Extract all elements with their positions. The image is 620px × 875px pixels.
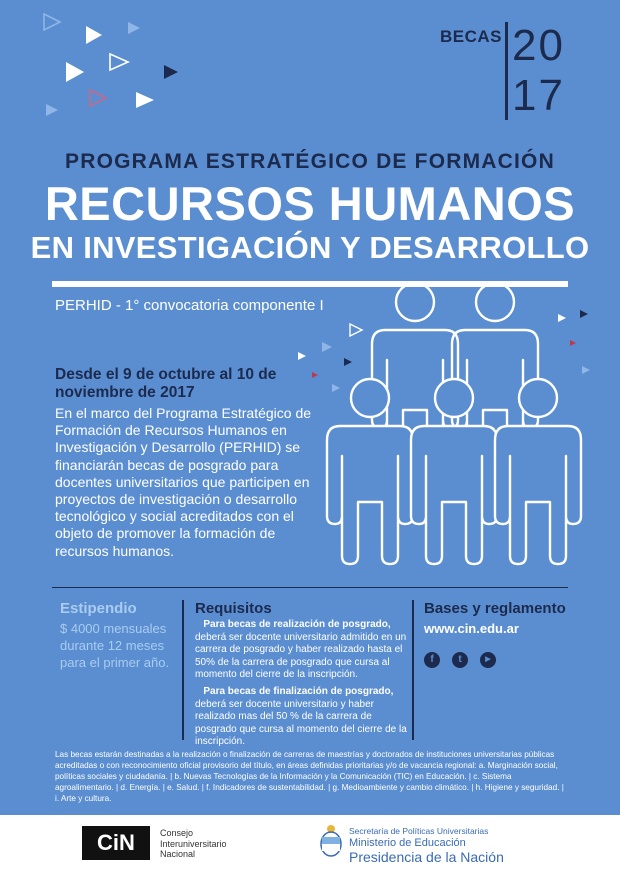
twitter-icon[interactable]: t	[452, 652, 468, 668]
requisitos-title: Requisitos	[195, 600, 272, 617]
requisitos-p1-head: Para becas de realización de posgrado,	[203, 619, 391, 630]
year-bottom: 17	[512, 71, 565, 120]
presidencia-name: Presidencia de la Nación	[349, 849, 504, 865]
requisitos-text	[195, 619, 407, 753]
convocatoria-label: PERHID - 1° convocatoria componente I	[55, 297, 324, 314]
column-divider	[182, 600, 184, 740]
dates-heading: Desde el 9 de octubre al 10 de noviembre de 2017	[55, 366, 277, 401]
ministry-secretaria: Secretaría de Políticas Universitarias	[349, 826, 489, 836]
cin-line2: Interuniversitario	[160, 838, 227, 849]
cin-line3: Nacional	[160, 849, 196, 859]
cin-logo: CiN	[82, 826, 150, 860]
year-divider	[505, 22, 508, 120]
bases-title: Bases y reglamento	[424, 600, 566, 617]
youtube-icon[interactable]: ▶	[480, 652, 496, 668]
argentina-seal-icon	[319, 824, 343, 858]
main-title: RECURSOS HUMANOS	[44, 177, 576, 230]
year-top: 20	[512, 21, 565, 70]
requisitos-p2-head: Para becas de finalización de posgrado,	[203, 685, 394, 697]
becas-label: BECAS	[440, 27, 503, 46]
people-group-icon	[290, 280, 600, 570]
main-subtitle: EN INVESTIGACIÓN Y DESARROLLO	[30, 230, 590, 265]
intro-paragraph: En el marco del Programa Estratégico de Formación de Recursos Humanos en Investigación y Desarrollo (PERHID) se financiarán becas de posgrado para docentes universitarios que participen en proyectos de investigación o desarrollo tecnológico y social acreditados con el objeto de promover la formación de recursos humanos.	[55, 405, 312, 559]
cin-name	[160, 828, 250, 860]
estipendio-title: Estipendio	[60, 600, 137, 617]
requisitos-p2-body: deberá ser docente universitario y haber realizado mas del 50 % de la carrera de posgrado que cursa al momento del cierre de la inscripción.	[195, 698, 407, 748]
triangle-decoration-icon	[40, 10, 190, 120]
footnote: Las becas estarán destinadas a la realización o finalización de carreras de maestrías y doctorados de instituciones universitarias públicas acreditadas o con reconocimiento oficial provisorio del título, en áreas definidas prioritarias y/o de vacancia regional: a. Marginación social, políticas sociales y ciudadanía. | b. Nuevas Tecnologías de la Información y la Comunicación (TIC) en Educación. | c. Sistema agroalimentario. | d. Energía. | e. Salud. | f. Indicadores de sustentabilidad. | g. Medioambiente y cambio climático. | h. Higiene y seguridad. | i. Arte y cultura.	[55, 750, 564, 803]
ministry-name: Ministerio de Educación	[349, 837, 466, 849]
requisitos-p1-body: deberá ser docente universitario admitido en un carrera de posgrado y haber realizado hasta el 50% de la carrera de posgrado que cursa al momento del cierre de la inscripción.	[195, 631, 407, 681]
facebook-icon[interactable]: f	[424, 652, 440, 668]
estipendio-text: $ 4000 mensuales durante 12 meses para el primer año.	[60, 621, 170, 670]
cin-line1: Consejo	[160, 828, 194, 838]
program-title: PROGRAMA ESTRATÉGICO DE FORMACIÓN	[65, 150, 555, 173]
column-divider	[412, 600, 414, 740]
section-rule	[52, 587, 568, 588]
bases-link[interactable]: www.cin.edu.ar	[424, 621, 519, 636]
